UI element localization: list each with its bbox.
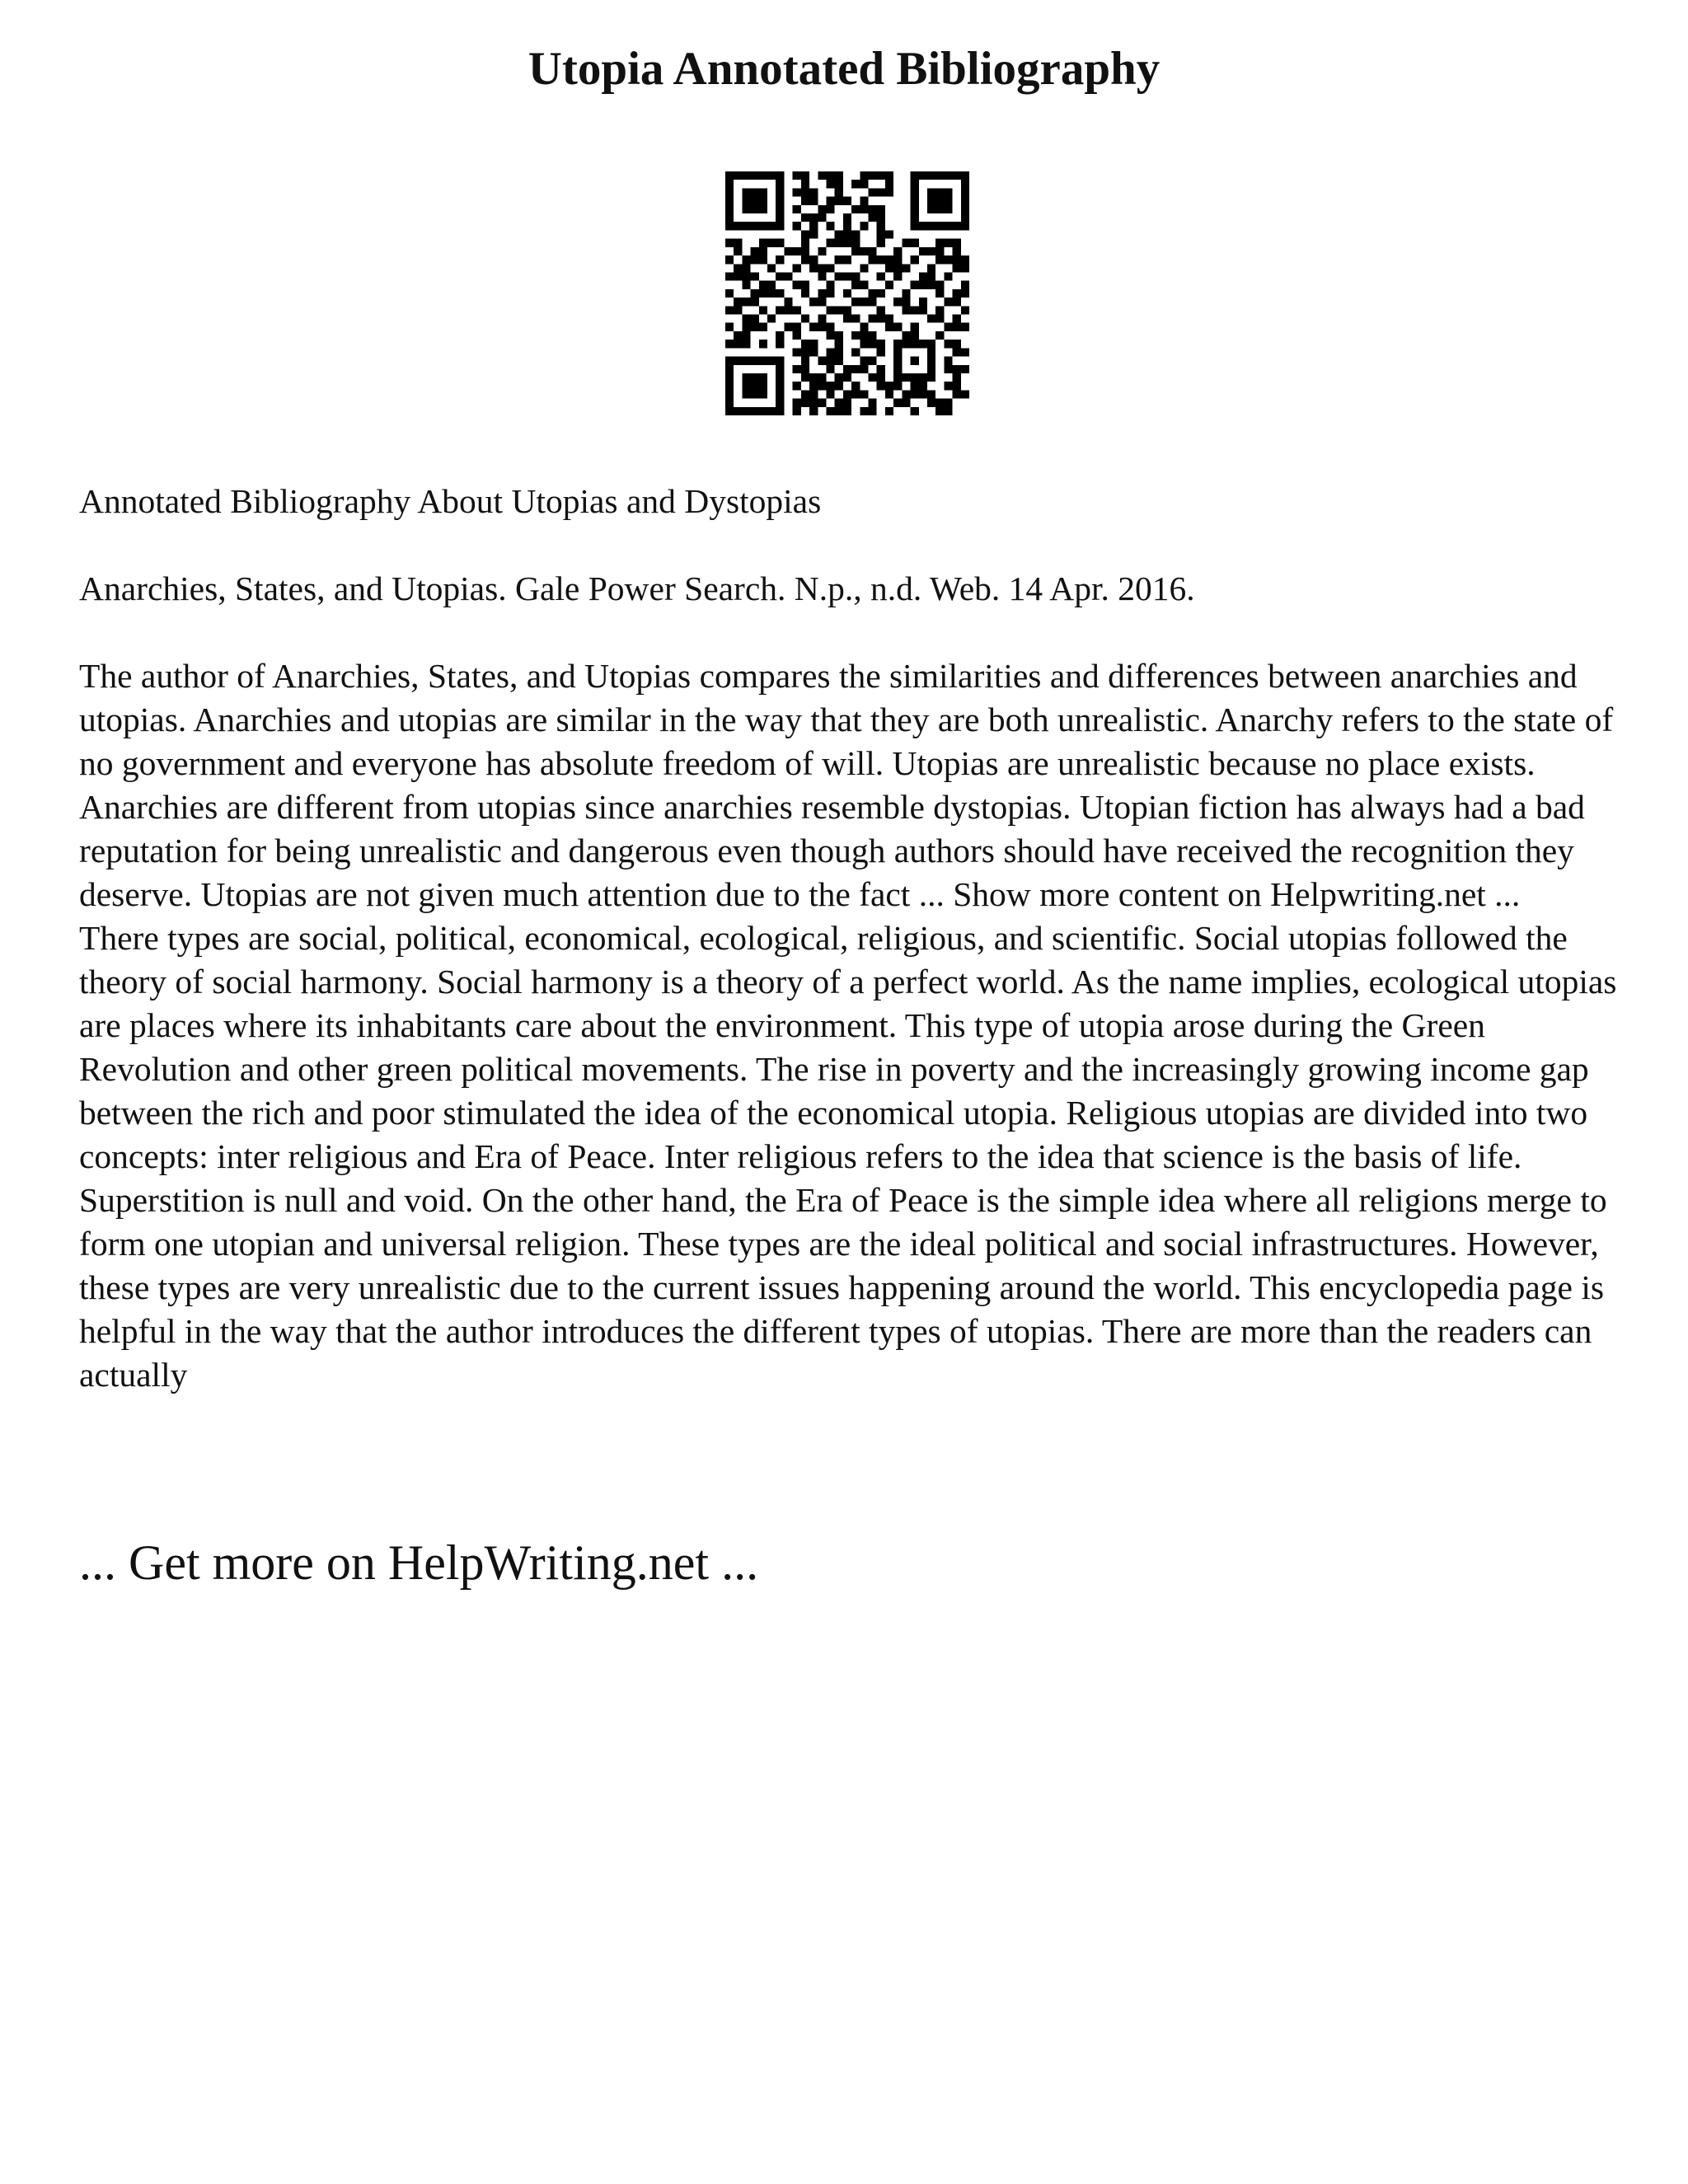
document-body [79, 480, 1629, 1397]
get-more-link[interactable]: ... Get more on HelpWriting.net ... [79, 1535, 759, 1590]
paragraph-utopia-types: There types are social, political, economical, ecological, religious, and scientific. Social utopias followed the theory of social harmony. Social harmony is a theory of a perfect world. As the name implies, ecological utopias are places where its inhabitants care about the environment. This type of utopia arose during the Green Revolution and other green political movements. The rise in poverty and the increasingly growing income gap between the rich and poor stimulated the idea of the economical utopia. Religious utopias are divided into two concepts: inter religious and Era of Peace. Inter religious refers to the idea that science is the basis of life. Superstition is null and void. On the other hand, the Era of Peace is the simple idea where all religions merge to form one utopian and universal religion. These types are the ideal political and social infrastructures. However, these types are very unrealistic due to the current issues happening around the world. This encyclopedia page is helpful in the way that the author introduces the different types of utopias. There are more than the readers can actually [79, 919, 1617, 1394]
page-title: Utopia Annotated Bibliography [528, 43, 1160, 95]
paragraph-annotation: The author of Anarchies, States, and Utopias compares the similarities and differences between anarchies and utopias. Anarchies and utopias are similar in the way that they are both unrealistic. Anarchy refers to the state of no government and everyone has absolute freedom of will. Utopias are unrealistic because no place exists. Anarchies are different from utopias since anarchies resemble dystopias. Utopian fiction has always had a bad reputation for being unrealistic and dangerous even though authors should have received the recognition they deserve. Utopias are not given much attention due to the fact ... Show more content on Helpwriting.net ... [79, 657, 1614, 913]
qr-code-icon [725, 171, 969, 415]
citation: Anarchies, States, and Utopias. Gale Power Search. N.p., n.d. Web. 14 Apr. 2016. [79, 569, 1195, 607]
document-subtitle: Annotated Bibliography About Utopias and Dystopias [79, 482, 822, 520]
